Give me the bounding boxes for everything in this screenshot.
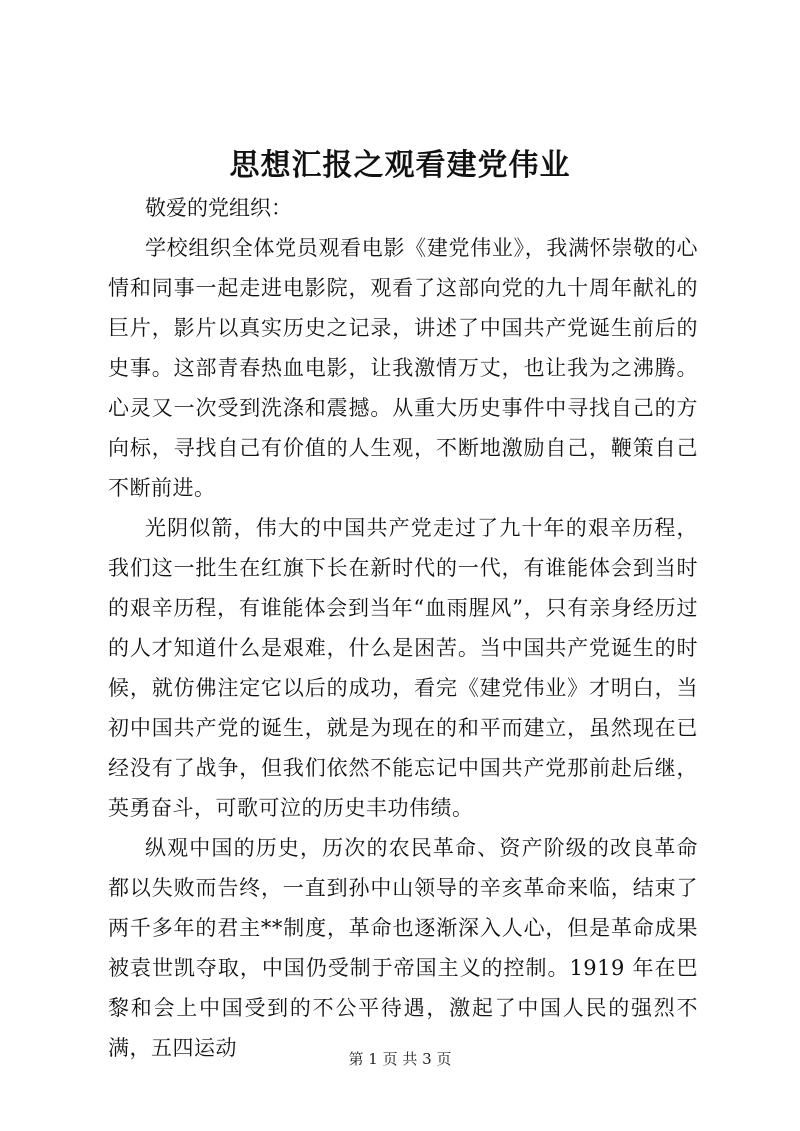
page-number-footer: 第 1 页 共 3 页 — [348, 1050, 452, 1068]
document-body — [108, 228, 698, 1068]
paragraph: 学校组织全体党员观看电影《建党伟业》，我满怀崇敬的心情和同事一起走进电影院，观看了这部向党的九十周年献礼的巨片，影片以真实历史之记录，讲述了中国共产党诞生前后的史事。这部青春热血电影，让我激情万丈，也让我为之沸腾。心灵又一次受到洗涤和震撼。从重大历史事件中寻找自己的方向标，寻找自己有价值的人生观，不断地激励自己，鞭策自己不断前进。 — [108, 236, 698, 500]
salutation: 敬爱的党组织： — [145, 196, 292, 220]
paragraph: 纵观中国的历史，历次的农民革命、资产阶级的改良革命都以失败而告终，一直到孙中山领导的辛亥革命来临，结束了两千多年的君主**制度，革命也逐渐深入人心，但是革命成果被袁世凯夺取，中国仍受制于帝国主义的控制。1919 年在巴黎和会上中国受到的不公平待遇，激起了中国人民的强烈不满，五四运动 — [108, 836, 698, 1060]
paragraph: 光阴似箭，伟大的中国共产党走过了九十年的艰辛历程，我们这一批生在红旗下长在新时代的一代，有谁能体会到当时的艰辛历程，有谁能体会到当年“血雨腥风”，只有亲身经历过的人才知道什么是艰难，什么是困苦。当中国共产党诞生的时候，就仿佛注定它以后的成功，看完《建党伟业》才明白，当初中国共产党的诞生，就是为现在的和平而建立，虽然现在已经没有了战争，但我们依然不能忘记中国共产党那前赴后继，英勇奋斗，可歌可泣的历史丰功伟绩。 — [108, 516, 698, 820]
page-title: 思想汇报之观看建党伟业 — [229, 148, 571, 183]
